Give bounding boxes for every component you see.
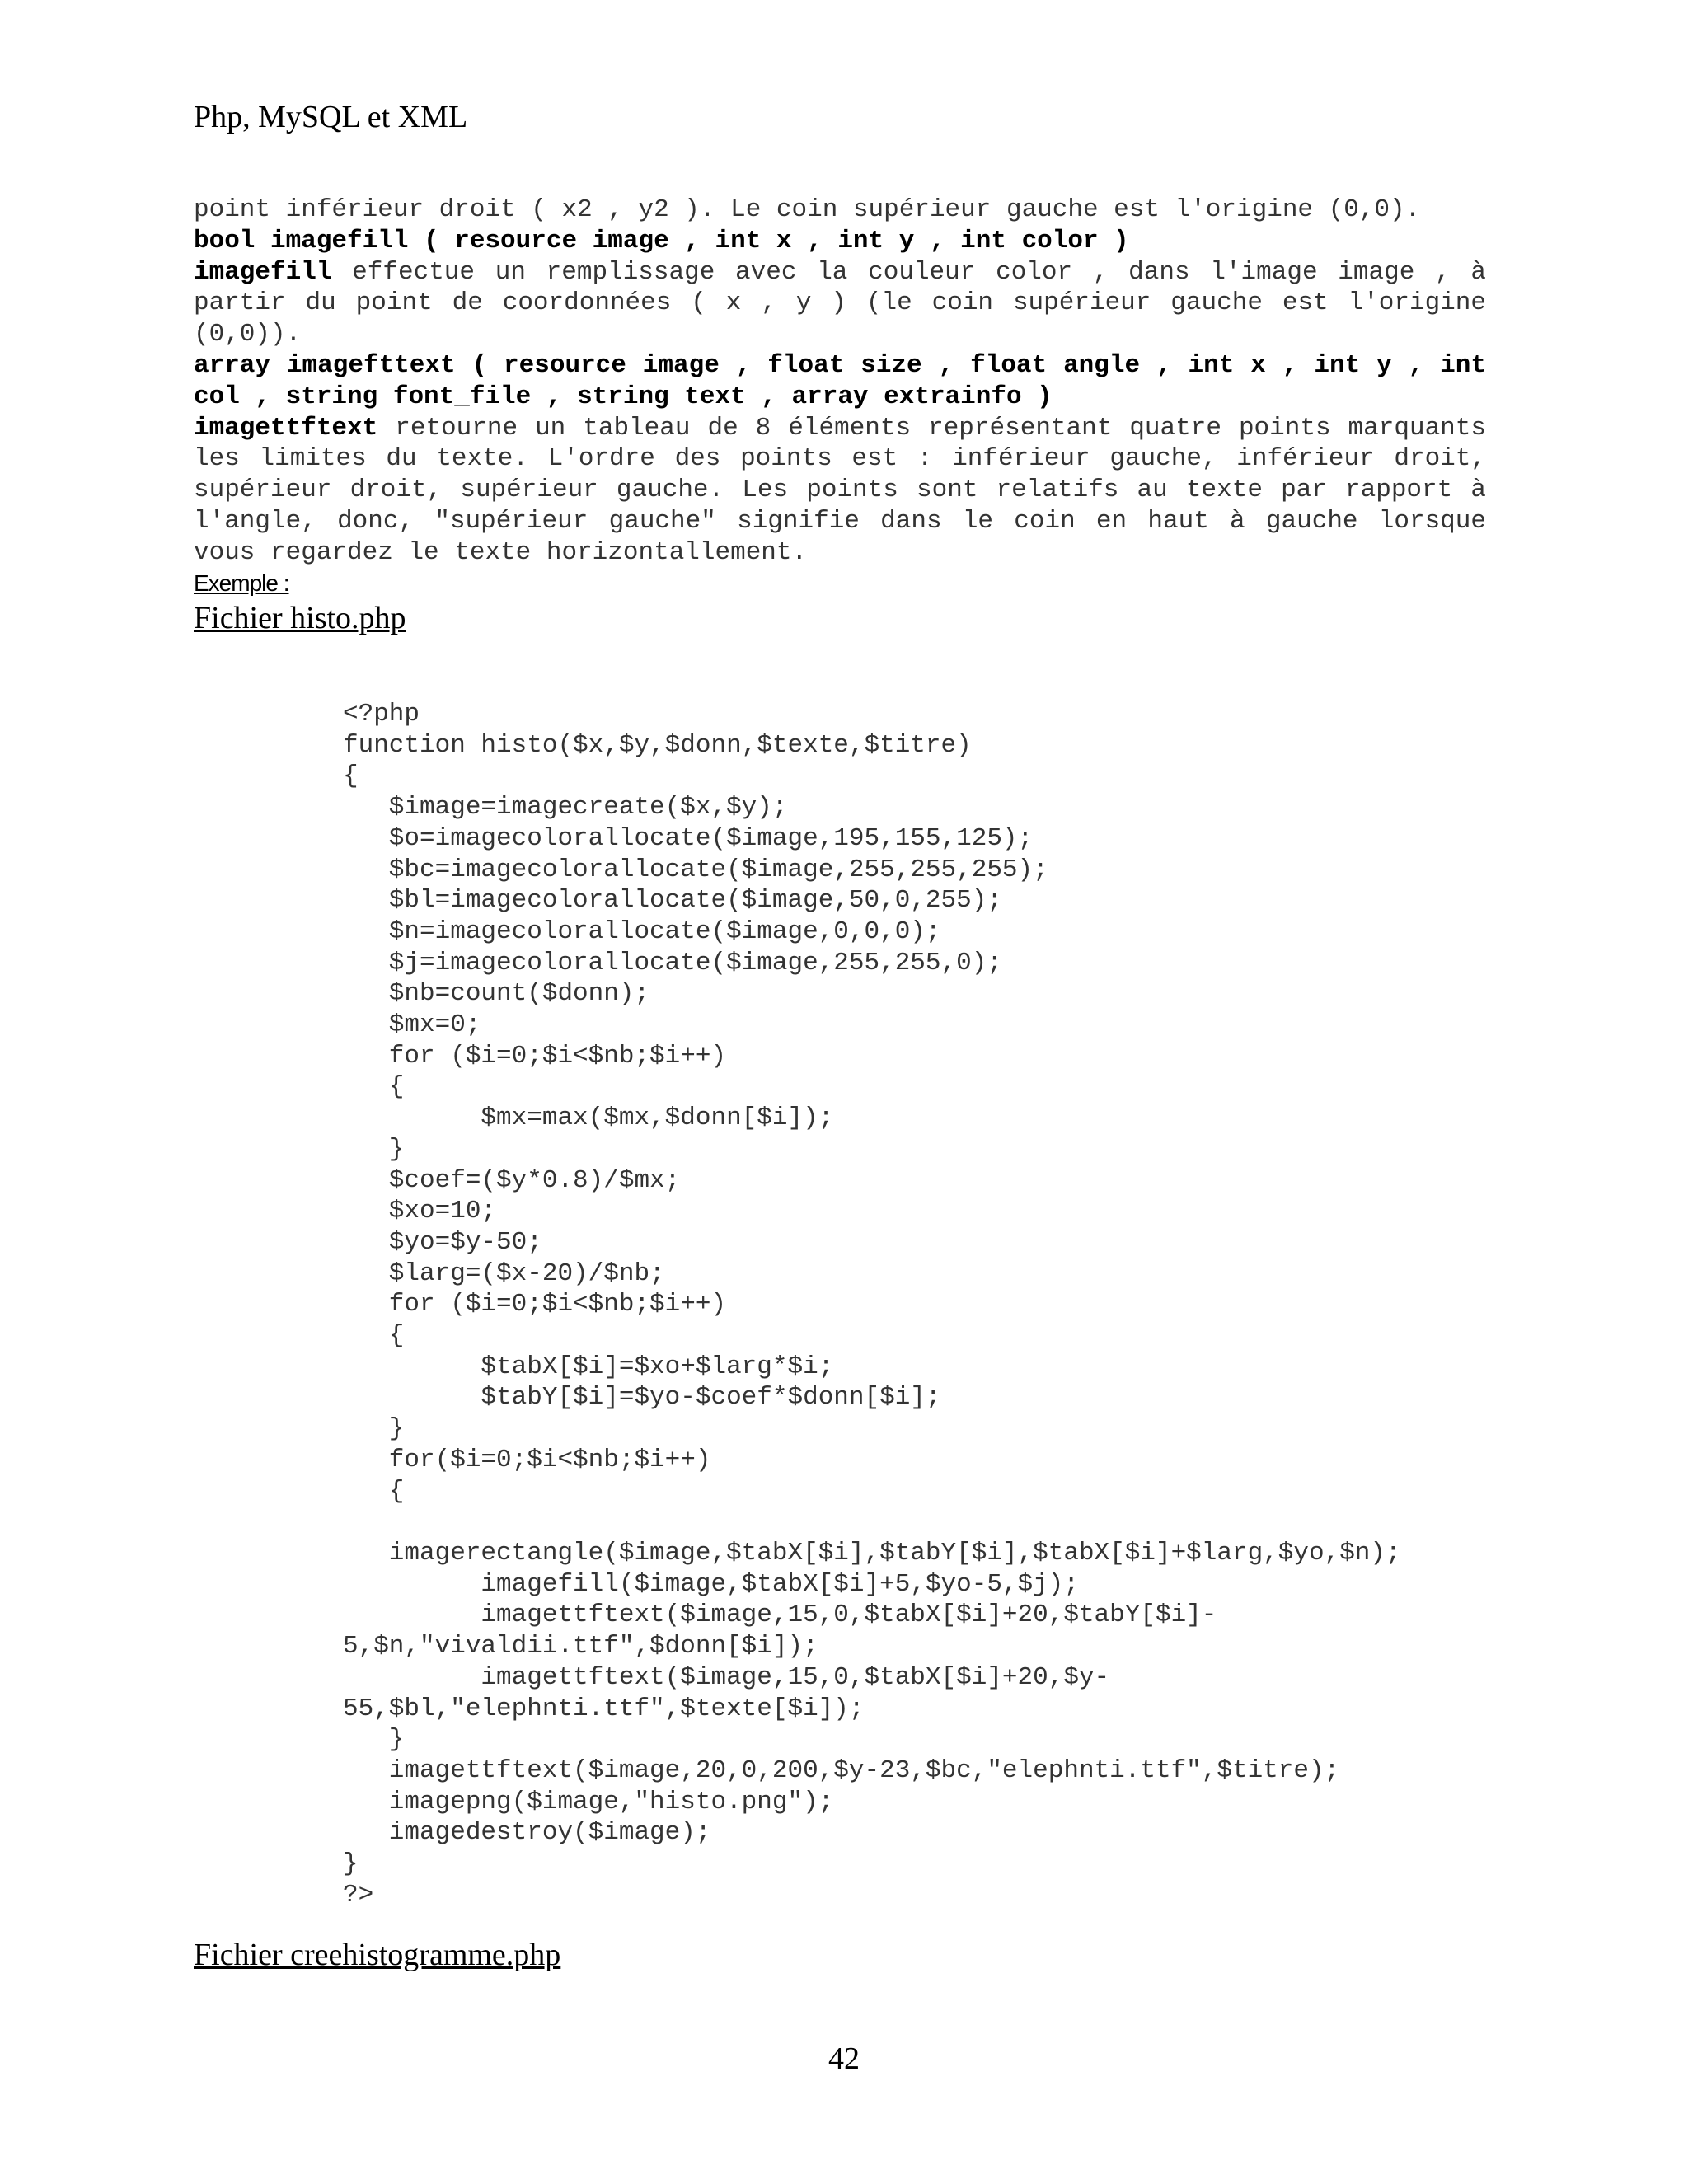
- signature-imagefill: bool imagefill ( resource image , int x , int y , int color ): [194, 226, 1129, 255]
- code-line: {: [343, 1072, 405, 1102]
- code-line: imagettftext($image,15,0,$tabX[$i]+20,$y-: [343, 1662, 1110, 1692]
- signature-imagefttext: array imagefttext ( resource image , float size , float angle , int x , int y , int col , string font_file , string text , array extrainfo ): [194, 350, 1486, 411]
- file-title-creehistogramme: Fichier creehistogramme.php: [194, 1938, 561, 1972]
- code-line: $tabX[$i]=$xo+$larg*$i;: [343, 1352, 834, 1381]
- code-line: imagerectangle($image,$tabX[$i],$tabY[$i],$tabX[$i]+$larg,$yo,$n);: [343, 1538, 1401, 1568]
- code-line: $yo=$y-50;: [343, 1227, 542, 1257]
- code-line: $image=imagecreate($x,$y);: [343, 793, 788, 823]
- code-block: [343, 699, 1497, 1910]
- file-title-histo: Fichier histo.php: [194, 600, 406, 635]
- code-line: $larg=($x-20)/$nb;: [343, 1258, 665, 1288]
- body-text: [194, 194, 1486, 638]
- example-label: Exemple :: [194, 569, 289, 596]
- code-line: {: [343, 1321, 405, 1351]
- code-line: }: [343, 1849, 359, 1879]
- code-line: imagettftext($image,15,0,$tabX[$i]+20,$tabY[$i]-: [343, 1601, 1217, 1630]
- code-line: }: [343, 1414, 405, 1444]
- code-line: $o=imagecolorallocate($image,195,155,125);: [343, 823, 1034, 853]
- code-line: <?php: [343, 700, 420, 729]
- code-line: $bc=imagecolorallocate($image,255,255,255);: [343, 855, 1048, 884]
- paragraph-point-inferieur: point inférieur droit ( x2 , y2 ). Le coin supérieur gauche est l'origine (0,0).: [194, 195, 1421, 224]
- code-line: {: [343, 1476, 405, 1506]
- function-name-imagefill: imagefill: [194, 257, 332, 287]
- running-header: Php, MySQL et XML: [194, 100, 468, 134]
- code-line: imagepng($image,"histo.png");: [343, 1787, 834, 1816]
- code-line: imagefill($image,$tabX[$i]+5,$yo-5,$j);: [343, 1569, 1079, 1599]
- code-line: $j=imagecolorallocate($image,255,255,0);: [343, 948, 1002, 977]
- code-line: $mx=max($mx,$donn[$i]);: [343, 1104, 834, 1133]
- code-line: $mx=0;: [343, 1010, 481, 1040]
- code-line: function histo($x,$y,$donn,$texte,$titre): [343, 730, 972, 760]
- paragraph-imagettftext: [194, 413, 1486, 569]
- paragraph-imagefill-text: effectue un remplissage avec la couleur color , dans l'image image , à partir du point de coordonnées ( x , y ) (le coin supérieur gauche est l'origine (0,0)).: [194, 257, 1486, 349]
- code-line: $bl=imagecolorallocate($image,50,0,255);: [343, 886, 1002, 916]
- paragraph-imagettftext-text: retourne un tableau de 8 éléments représentant quatre points marquants les limites du texte. L'ordre des points est : inférieur gauche, inférieur droit, supérieur droit, supérieur gauche. Les points sont relatifs au texte par rapport à l'angle, donc, "supérieur gauche" signifie dans le coin en haut à gauche lorsque vous regardez le texte horizontallement.: [194, 413, 1486, 567]
- code-line: $tabY[$i]=$yo-$coef*$donn[$i];: [343, 1383, 941, 1413]
- code-line: }: [343, 1725, 405, 1755]
- code-line: for($i=0;$i<$nb;$i++): [343, 1445, 711, 1474]
- function-name-imagettftext: imagettftext: [194, 413, 378, 443]
- code-line: $xo=10;: [343, 1197, 497, 1226]
- paragraph-imagefill: [194, 257, 1486, 350]
- code-line: $n=imagecolorallocate($image,0,0,0);: [343, 916, 941, 946]
- code-line: 55,$bl,"elephnti.ttf",$texte[$i]);: [343, 1694, 865, 1723]
- code-line: {: [343, 762, 359, 791]
- code-line: for ($i=0;$i<$nb;$i++): [343, 1290, 727, 1319]
- code-line: $nb=count($donn);: [343, 979, 650, 1009]
- code-line: $coef=($y*0.8)/$mx;: [343, 1165, 681, 1195]
- code-line: for ($i=0;$i<$nb;$i++): [343, 1041, 727, 1071]
- code-line: }: [343, 1134, 405, 1164]
- code-line: imagedestroy($image);: [343, 1818, 711, 1848]
- page-number: 42: [828, 2041, 860, 2076]
- code-line: 5,$n,"vivaldii.ttf",$donn[$i]);: [343, 1632, 818, 1661]
- code-line: imagettftext($image,20,0,200,$y-23,$bc,"elephnti.ttf",$titre);: [343, 1755, 1340, 1785]
- code-line: ?>: [343, 1880, 374, 1910]
